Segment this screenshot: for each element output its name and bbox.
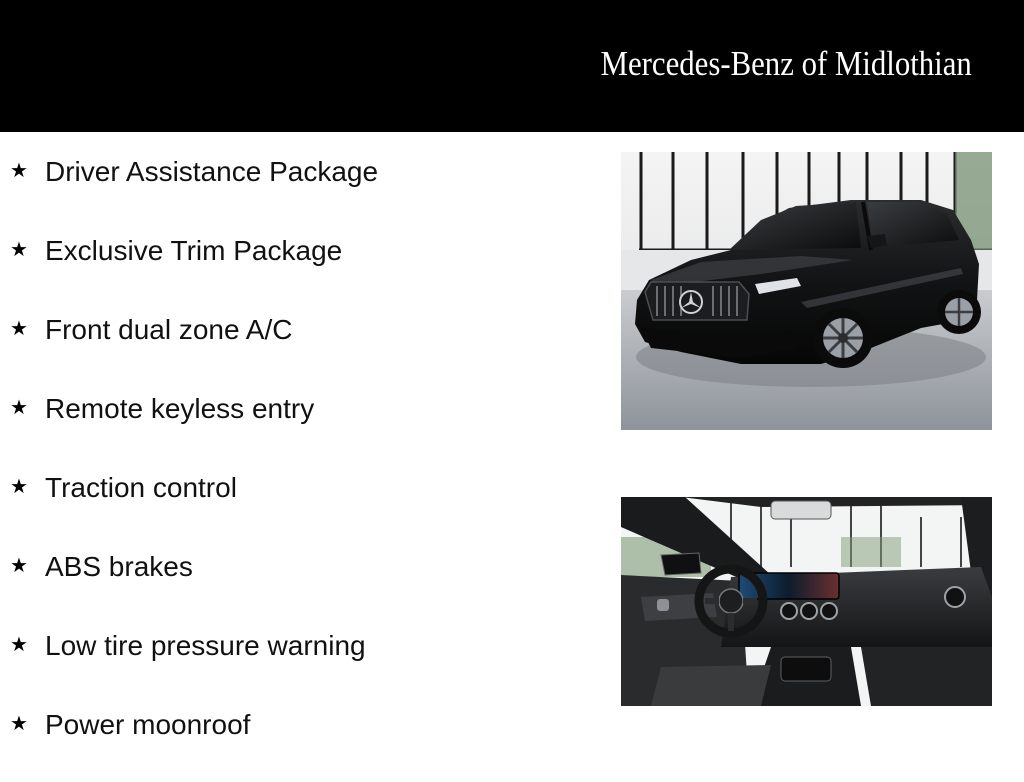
vehicle-interior-photo [621,497,992,706]
star-icon: ★ [10,237,28,261]
feature-item [10,229,590,308]
feature-label: Remote keyless entry [45,393,315,424]
star-icon: ★ [10,474,28,498]
feature-item [10,387,590,466]
star-icon: ★ [10,158,28,182]
feature-label: Front dual zone A/C [45,314,293,345]
feature-label: Power moonroof [45,709,251,740]
feature-item [10,624,590,703]
dealer-name: Mercedes-Benz of Midlothian [600,44,972,83]
feature-label: Traction control [45,472,237,503]
star-icon: ★ [10,395,28,419]
vehicle-exterior-photo [621,152,992,430]
star-icon: ★ [10,553,28,577]
feature-item [10,545,590,624]
star-icon: ★ [10,316,28,340]
header-banner [0,0,1024,132]
feature-item [10,308,590,387]
feature-label: Low tire pressure warning [45,630,366,661]
star-icon: ★ [10,711,28,735]
feature-item [10,150,590,229]
feature-list [10,150,590,782]
feature-label: Driver Assistance Package [45,156,379,187]
feature-item [10,466,590,545]
star-icon: ★ [10,632,28,656]
feature-item [10,703,590,782]
feature-label: Exclusive Trim Package [45,235,343,266]
feature-label: ABS brakes [45,551,193,582]
